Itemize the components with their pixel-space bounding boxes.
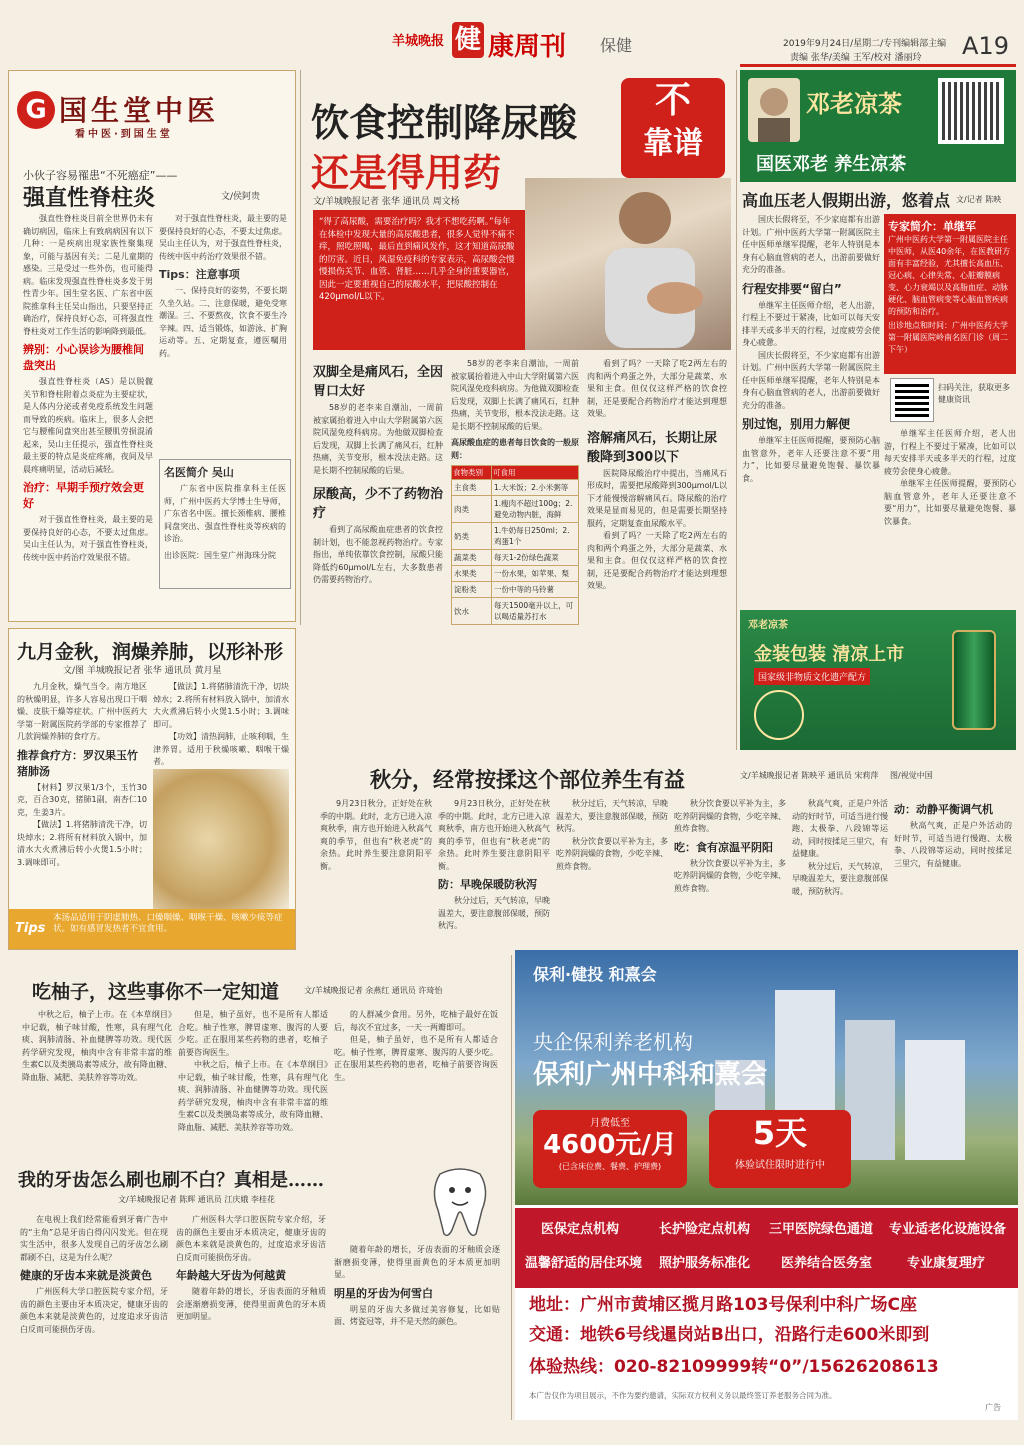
- teeth-para: 明星的牙齿大多做过美容修复，比如贴面、烤瓷冠等，并不是天然的颜色。: [334, 1304, 500, 1326]
- paper-name: 羊城晚报: [392, 34, 445, 49]
- tonic-para: 九月金秋，燥气当令。南方地区的秋燥明显，许多人容易出现口干咽燥、皮肤干燥等症状。广州中医药大学第一附属医院药学部的专家推荐了几款润燥养肺的食疗方。: [17, 682, 147, 741]
- teeth-article: [8, 1160, 508, 1422]
- poly-price-box: 月费低至 4600元/月 (已含床位费、餐费、护理费): [533, 1110, 687, 1188]
- poly-disclaimer: 本广告仅作为项目展示，不作为要约邀请，实际双方权利义务以最终签订养老服务合同为准。: [529, 1391, 837, 1400]
- denglao-qr: [938, 78, 1004, 144]
- tonic-subhead: 推荐食疗方：罗汉果玉竹猪肺汤: [17, 748, 138, 778]
- hbp-para: 单继军主任医师提醒，要预防心脑血管意外，老年人还要注意不要“用力”，比如要尽量避免饱餐、暴饮暴食。: [884, 479, 1016, 526]
- lead-subhead: 溶解痛风石，长期让尿酸降到300以下: [587, 430, 718, 465]
- pomelo-para: 中秋之后，柚子上市。在《本草纲目》中记载，柚子味甘酸，性寒，具有理气化痰、润肺清肠、补血健脾等功效。现代医药学研究发现，柚肉中含有非常丰富的维生素C以及类胰岛素等成分，故有降血糖、降血脂、减肥、美肤养容等功效。: [22, 1010, 172, 1082]
- lead-quote-box: “得了高尿酸，需要治疗吗？我才不想吃药啊。”每年在体检中发现大量的高尿酸患者，很多人觉得不痛不痒，照吃照喝，最后直到痛风发作，这才知道高尿酸的厉害。近日，风湿免疫科的专家表示，高尿酸会慢慢损伤关节、血管、肾脏……几乎全身的重要器官，因此一定要重视自己的尿酸水平，把尿酸控制在420μmol/L以下。: [313, 210, 525, 350]
- autumn-subhead: 动：动静平衡调气机: [894, 803, 993, 816]
- gst-tips: 一、保持良好的姿势，不要长期久坐久站。二、注意保暖，避免受寒潮湿。三、不要熬夜，饮食不要生冷辛辣。四、适当锻炼，如游泳、扩胸运动等。五、定期复查，遵医嘱用药。: [159, 286, 287, 358]
- gst-kicker: 小伙子容易罹患“不死癌症”——: [23, 169, 178, 182]
- teeth-byline: 文/羊城晚报记者 陈辉 通讯员 江庆娥 李桂花: [118, 1195, 275, 1204]
- tonic-effect: 【功效】清热润肺，止咳利咽，生津养胃。适用于秋燥咳嗽、咽喉干燥者。: [153, 732, 289, 766]
- poly-hotline: 体验热线：020-82109999转“0”/15626208613: [529, 1357, 939, 1377]
- poly-line1: 央企保利养老机构: [533, 1030, 693, 1054]
- gst-para: 对于强直性脊柱炎，最主要的是要保持良好的心态，不要太过焦虑。吴山主任认为，对于强直性脊柱炎，传统中医中药治疗效果很不错。: [23, 515, 153, 562]
- hbp-expert-box: 专家简介：单继军 广州中医药大学第一附属医院主任中医师，从医40余年，在医教研方面有丰富经验，尤其擅长高血压、冠心病、心律失常、心脏瓣膜病变、心力衰竭以及高脂血症、动脉硬化、脑血管病变等心脑血管疾病的预防和治疗。 出诊地点和时间：广州中医药大学第一附属医院岭南名医门诊（周二下午）: [884, 214, 1016, 374]
- poly-ad: [515, 950, 1018, 1420]
- autumn-subhead: 防：早晚保暖防秋泻: [438, 878, 537, 891]
- table-row: 饮水 每天1500毫升以上，可以喝适量苏打水: [452, 598, 579, 625]
- pomelo-para: 但是，柚子虽好，也不是所有人都适合吃。柚子性寒，脾胃虚寒、腹泻的人要少吃。正在服用某些药物的患者，吃柚子前要咨询医生。: [178, 1010, 328, 1057]
- hbp-headline: 高血压老人假期出游，悠着点: [742, 191, 951, 210]
- poly-trial-box: 5天 体验试住限时进行中: [709, 1110, 851, 1188]
- table-row: 淀粉类 一份中等的马铃薯: [452, 582, 579, 598]
- teeth-para: 随着年龄的增长，牙齿表面的牙釉质会逐渐磨损变薄，使得里面黄色的牙本质更加明显。: [176, 1287, 326, 1321]
- gst-para: 强直性脊柱炎目前全世界仍未有确切病因，临床上有致病病因有以下几种：一是疾病出现家族性聚集现象，可能与基因有关；二是儿童期的感染。三是受过一些外伤，也可能得病。临床发现强直性脊柱炎多发于男性青少年。国生堂名医、广东省中医院推拿科主任吴山指出，只要坚持正确治疗，保持良好心态，可将强直性脊柱炎对工作生活的影响降到最低。: [23, 214, 153, 336]
- hbp-para: 国庆长假将至，不少家庭都有出游计划。广州中医药大学第一附属医院主任中医师单继军提醒，老年人特别是本身有心脑血管病的老人，出游前要做好充分的准备。: [742, 350, 880, 410]
- tonic-materials: 【材料】罗汉果1/3个，玉竹30克，百合30克，猪肺1副，南杏仁10克，生姜3片。: [17, 782, 147, 817]
- lead-byline: 文/羊城晚报记者 张华 通讯员 周文杨: [313, 197, 460, 207]
- pomelo-para: 中秋之后，柚子上市。在《本草纲目》中记载，柚子味甘酸，性寒，具有理气化痰、润肺清肠、补血健脾等功效。现代医药学研究发现，柚肉中含有非常丰富的维生素C以及类胰岛素等成分，故有降血糖、降血脂、减肥、美肤养容等功效。: [178, 1060, 328, 1132]
- autumn-para: 秋分过后，天气转凉，早晚温差大，要注意腹部保暖，预防秋泻。: [556, 799, 668, 833]
- brand-badge: 健: [452, 22, 484, 58]
- diet-table-title: 高尿酸血症的患者每日饮食的一般原则：: [451, 438, 579, 460]
- hbp-subhead: 别过饱，别用力解便: [742, 417, 851, 431]
- hbp-para: 单继军主任医师提醒，要预防心脑血管意外，老年人还要注意不要“用力”，比如要尽量避免饱餐、暴饮暴食。: [742, 436, 880, 483]
- lead-para: 看到了吗？一天除了吃2两左右的肉和两个鸡蛋之外，大部分是蔬菜、水果和主食。但仅仅这样严格的饮食控制，还是要配合药物治疗才能达到理想效果。: [587, 531, 727, 590]
- gst-para: 对于强直性脊柱炎，最主要的是要保持良好的心态，不要太过焦虑。吴山主任认为，对于强直性脊柱炎，传统中医中药治疗效果很不错。: [159, 214, 287, 261]
- lead-para: 看到了吗？一天除了吃2两左右的肉和两个鸡蛋之外，大部分是蔬菜、水果和主食。但仅仅这样严格的饮食控制，还是要配合药物治疗才能达到理想效果。: [587, 359, 727, 418]
- date-line: 2019年9月24日/星期二/专刊编辑部主编: [783, 39, 947, 49]
- table-row: 蔬菜类 每天1-2份绿色蔬菜: [452, 550, 579, 566]
- gst-doctor-box: [159, 459, 291, 589]
- lead-para: 58岁的老李来自潮汕，一周前被家属抬着进入中山大学附属第六医院风湿免疫科病房。为他做双脚检查后发现，双脚上长满了痛风石，红肿热痛，关节变形，根本没法走路。这是长期不控制尿酸的后果。: [313, 403, 443, 475]
- autumn-para: 秋高气爽，正是户外活动的好时节，可适当进行慢跑、太极拳、八段锦等运动，同时按揉足三里穴，有益健康。: [792, 799, 888, 858]
- gst-logo-sub: 看中医·到国生堂: [75, 129, 173, 140]
- autumn-para: 秋分饮食要以平补为主，多吃养阴润燥的食物，少吃辛辣、煎炸食物。: [674, 799, 786, 833]
- hbp-para: 国庆长假将至，不少家庭都有出游计划。广州中医药大学第一附属医院主任中医师单继军提醒，老年人特别是本身有心脑血管病的老人，出游前要做好充分的准备。: [742, 215, 880, 274]
- autumn-para: 9月23日秋分，正好处在秋季的中期。此时，北方已进入凉爽秋季，南方也开始进入秋高气爽的季节，但也有“秋老虎”的余热。此时养生要注意阴阳平衡。: [320, 799, 432, 871]
- ad-tag: 广告: [985, 1403, 1001, 1412]
- tonic-byline: 文/图 羊城晚报记者 张华 通讯员 黄月星: [63, 666, 222, 676]
- diet-table-header: 食物类别 可食用: [452, 466, 579, 480]
- denglao-ad-top: [740, 70, 1016, 182]
- denglao-ad-product: [740, 610, 1016, 750]
- denglao-ad-title: 金装包装 清凉上市: [754, 644, 905, 665]
- teeth-subhead: 明星的牙齿为何雪白: [334, 1286, 433, 1300]
- gst-para: 强直性脊柱炎（AS）是以脱髋关节和脊柱附着点炎症为主要症状，是人体内分泌或者免疫系统发生问题而导致的疾病。临床上，很多人会把它与腰椎间盘突出甚至腰肌劳损混淆起来，吴山主任提示，强直性脊柱炎最主要的特点是炎症疼痛，夜间及早晨疼痛明显，活动后减轻。: [23, 377, 153, 474]
- tonic-method: 【做法】1.将猪肺清洗干净，切块焯水；2.将所有材料放入锅中，加清水大火煮沸后转小火煲1.5小时；3.调味即可。: [17, 820, 147, 867]
- teeth-para: 广州医科大学口腔医院专家介绍，牙齿的颜色主要由牙本质决定，健康牙齿的颜色本来就是淡黄色的，过度追求牙齿洁白反而可能损伤牙齿。: [176, 1215, 326, 1262]
- guoshengtang-article: [8, 70, 296, 622]
- gst-doctor-title: 名医简介 吴山: [164, 466, 234, 479]
- table-row: 水果类 一份水果，如苹果、梨: [452, 566, 579, 582]
- autumn-article: [300, 758, 1016, 944]
- pomelo-article: [8, 955, 508, 1155]
- gst-logo-text: 国生堂中医: [59, 94, 220, 127]
- autumn-para: 秋高气爽，正是户外活动的好时节，可适当进行慢跑、太极拳、八段锦等运动，同时按揉足三里穴，有益健康。: [894, 821, 1012, 868]
- lead-para: 看到了高尿酸血症患者的饮食控制计划，也不能忽视药物治疗。专家指出，单纯依靠饮食控制，尿酸只能降低约60μmol/L左右，大多数患者仍需要药物治疗。: [313, 525, 443, 584]
- poly-features: 医保定点机构 长护险定点机构 三甲医院绿色通道 专业适老化设施设备 温馨舒适的居住环境 照护服务标准化 医养结合医务室 专业康复理疗: [515, 1208, 1018, 1288]
- gout-photo-figure: [525, 178, 731, 350]
- gst-visit: 出诊医院：国生堂广州海珠分院: [164, 550, 276, 560]
- gst-logo: [17, 89, 287, 139]
- gst-byline: 文/侯阿贵: [221, 192, 261, 202]
- teeth-subhead: 年龄越大牙齿为何越黄: [176, 1269, 286, 1282]
- denglao-portrait: [748, 78, 800, 142]
- autumn-para: 秋分过后，天气转凉，早晚温差大，要注意腹部保暖，预防秋泻。: [438, 896, 550, 930]
- autumn-byline: 文/羊城晚报记者 陈映平 通讯员 宋莉萍: [740, 771, 879, 780]
- lead-para: 58岁的老李来自潮汕，一周前被家属抬着进入中山大学附属第六医院风湿免疫科病房。为他做双脚检查后发现，双脚上长满了痛风石，红肿热痛，关节变形，根本没法走路。这是长期不控制尿酸的后果。: [451, 359, 579, 431]
- masthead: [0, 0, 1024, 66]
- hbp-subhead: 行程安排要“留白”: [742, 281, 842, 296]
- editors-line: 责编 张华/美编 王军/校对 潘丽玲: [790, 53, 922, 63]
- gst-logo-icon: G: [17, 91, 55, 129]
- autumn-para: 秋分饮食要以平补为主，多吃养阴润燥的食物，少吃辛辣、煎炸食物。: [674, 858, 786, 893]
- pomelo-byline: 文/羊城晚报记者 余燕红 通讯员 许琦怡: [304, 986, 443, 995]
- table-row: 奶类 1.牛奶每日250ml；2.鸡蛋1个: [452, 523, 579, 550]
- lead-badge: 不 靠谱: [621, 78, 725, 178]
- denglao-brand: 邓老凉茶: [806, 89, 902, 118]
- diet-table: [451, 465, 579, 625]
- lead-headline-1: 饮食控制降尿酸: [311, 100, 578, 145]
- autumn-headline: 秋分，经常按揉这个部位养生有益: [370, 767, 685, 792]
- gst-headline: 强直性脊柱炎: [23, 185, 156, 211]
- tonic-tips-box: Tips 本汤品适用于阴虚肺热、口燥咽燥、咽喉干燥、咳嗽少痰等症状。如有感冒发热者不宜食用。: [9, 909, 295, 949]
- pomelo-para: 的人群减少食用。另外，吃柚子最好在饭后，每次不宜过多，一天一两瓣即可。: [334, 1010, 498, 1032]
- autumn-para: 9月23日秋分，正好处在秋季的中期。此时，北方已进入凉爽秋季，南方也开始进入秋高气爽的季节，但也有“秋老虎”的余热。此时养生要注意阴阳平衡。: [438, 799, 550, 871]
- gst-doctor-text: 广东省中医院推拿科主任医师，广州中医药大学博士生导师，广东省名中医。擅长颈椎病、腰椎间盘突出、强直性脊柱炎等疾病的诊治。: [164, 484, 286, 543]
- teeth-subhead: 健康的牙齿本来就是淡黄色: [20, 1269, 152, 1282]
- teeth-para: 随着年龄的增长，牙齿表面的牙釉质会逐渐磨损变薄，使得里面黄色的牙本质更加明显。: [334, 1245, 500, 1279]
- denglao-ad-text: 国家级非物质文化遗产配方: [754, 668, 870, 685]
- gst-subhead: 辨别：小心误诊为腰椎间盘突出: [23, 343, 144, 372]
- poly-traffic: 交通：地铁6号线暹岗站B出口，沿路行走600米即到: [529, 1325, 930, 1345]
- teeth-para: 广州医科大学口腔医院专家介绍，牙齿的颜色主要由牙本质决定，健康牙齿的颜色本来就是淡黄色的，过度追求牙齿洁白反而可能损伤牙齿。: [20, 1287, 168, 1334]
- poly-line2: 保利广州中科和熹会: [533, 1060, 768, 1090]
- denglao-slogan: 国医邓老 养生凉茶: [756, 154, 907, 175]
- lead-subhead: 双脚全是痛风石，全因胃口太好: [313, 365, 444, 399]
- autumn-para: 秋分饮食要以平补为主，多吃养阴润燥的食物，少吃辛辣、煎炸食物。: [556, 836, 668, 871]
- lead-para: 医院降尿酸治疗中提出，当痛风石形成时，需要把尿酸降到300μmol/L以下才能慢慢溶解痛风石。降尿酸的治疗效果是显而易见的，但是需要长期坚持服药，定期复查血尿酸水平。: [587, 468, 727, 528]
- lead-headline-2: 还是得用药: [311, 150, 502, 195]
- hbp-qr-caption: 扫码关注，获取更多健康资讯: [938, 383, 1010, 404]
- lead-subhead: 尿酸高，少不了药物治疗: [313, 487, 444, 521]
- denglao-ad-seal: [754, 690, 804, 740]
- tooth-icon: [420, 1160, 500, 1240]
- table-row: 主食类 1.大米饭；2.小米粥等: [452, 480, 579, 496]
- hbp-para: 单继军主任医师介绍，老人出游，行程上不要过于紧凑，比如可以每天安排半天或多半天的行程，过度疲劳会使身心疲惫。: [742, 300, 880, 347]
- pomelo-headline: 吃柚子，这些事你不一定知道: [32, 981, 280, 1003]
- tonic-article: [8, 628, 296, 950]
- gst-tips-title: Tips：注意事项: [159, 268, 240, 281]
- page-number: A19: [962, 32, 1009, 60]
- gst-subhead: 治疗：早期手预疗效会更好: [23, 481, 144, 510]
- poly-address: 地址：广州市黄埔区揽月路103号保利中科广场C座: [529, 1295, 917, 1315]
- pomelo-para: 但是，柚子虽好，也不是所有人都适合吃。柚子性寒，脾胃虚寒、腹泻的人要少吃。正在服用某些药物的患者，吃柚子前要咨询医生。: [334, 1035, 498, 1082]
- section-name: 保健: [600, 36, 633, 55]
- table-row: 肉类 1.瘦肉不超过100g；2.避免动物内脏，海鲜: [452, 496, 579, 523]
- poly-brand: 保利·健投 和熹会: [533, 965, 657, 984]
- autumn-photo-credit: 图/视觉中国: [890, 771, 933, 780]
- denglao-ad-logo: 邓老凉茶: [748, 620, 788, 631]
- denglao-can: [952, 630, 996, 730]
- tonic-headline: 九月金秋，润燥养肺，以形补形: [17, 641, 284, 663]
- teeth-para: 在电视上我们经常能看到牙膏广告中的“主角”总是牙齿白得闪闪发光。但在现实生活中，很多人发现自己的牙齿怎么刷都刷不白，这是为什么呢？: [20, 1215, 168, 1262]
- hbp-qr: [890, 378, 934, 422]
- hbp-article: [740, 182, 1016, 607]
- autumn-subhead: 吃：食有凉温平阴阳: [674, 840, 773, 854]
- autumn-para: 秋分过后，天气转凉，早晚温差大，要注意腹部保暖，预防秋泻。: [792, 861, 888, 896]
- hbp-para: 单继军主任医师介绍，老人出游，行程上不要过于紧凑，比如可以每天安排半天或多半天的行程，过度疲劳会使身心疲惫。: [884, 429, 1016, 476]
- teeth-headline: 我的牙齿怎么刷也刷不白？真相是……: [18, 1170, 324, 1191]
- gout-photo: [525, 178, 731, 350]
- tonic-method: 【做法】1.将猪肺清洗干净，切块焯水；2.将所有材料放入锅中，加清水大火煮沸后转小火煲1.5小时；3.调味即可。: [153, 682, 289, 729]
- hbp-byline: 文/记者 陈映: [956, 195, 1002, 204]
- tonic-photo: [153, 769, 289, 909]
- uric-acid-article: [305, 70, 731, 625]
- weekly-title: 康周刊: [488, 32, 567, 62]
